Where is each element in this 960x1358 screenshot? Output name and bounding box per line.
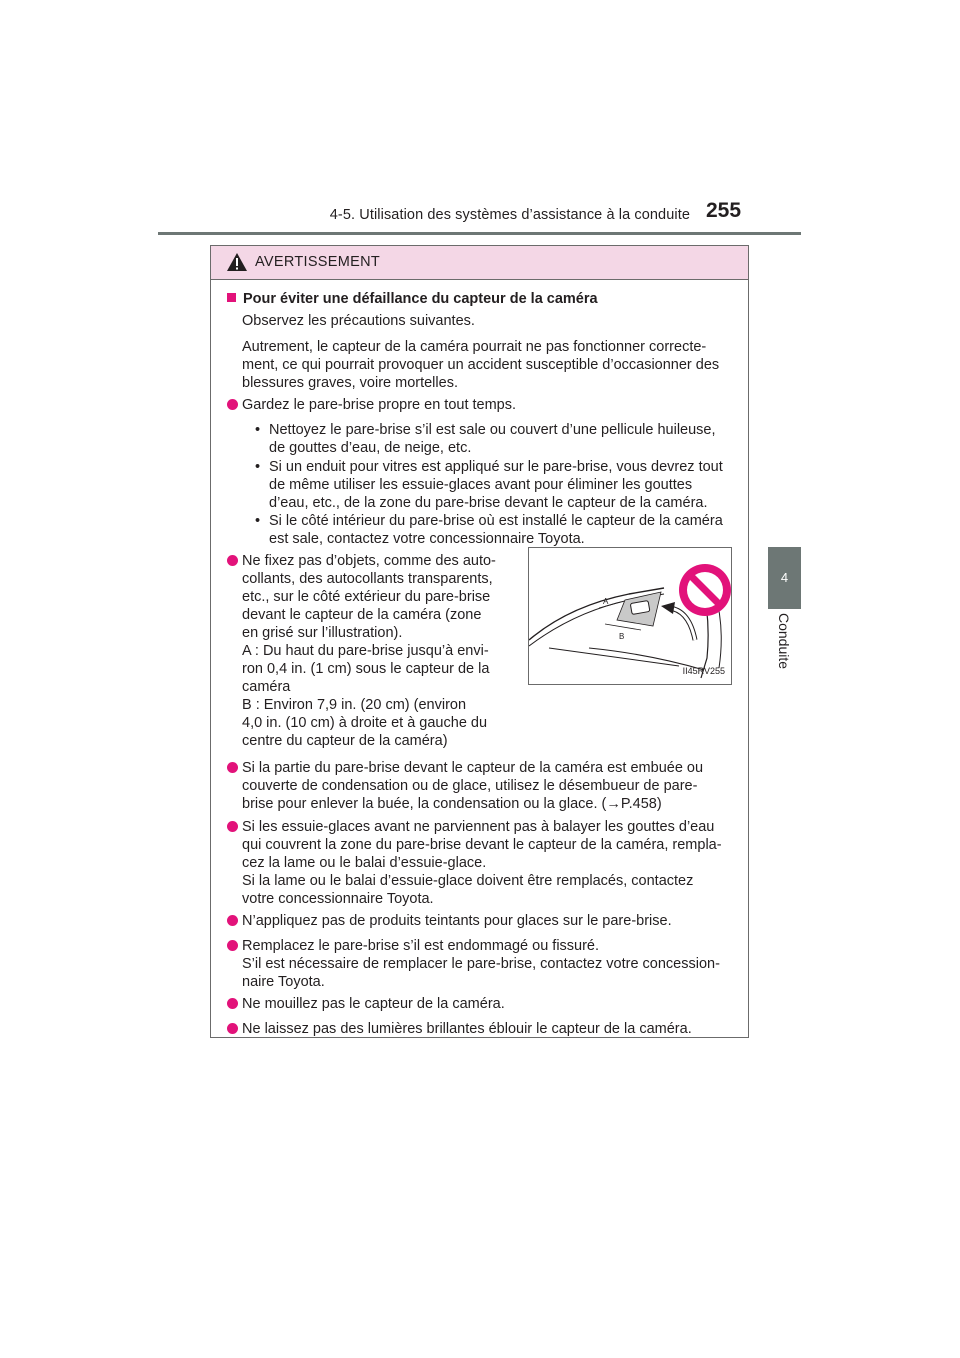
chapter-number: 4 [780,570,789,585]
sub-bullet-marker: • [255,513,261,529]
warning-header [211,246,748,280]
header-rule [158,232,801,235]
bullet-dot-icon [227,1023,238,1034]
text-line: Si le côté intérieur du pare-brise où est installé le capteur de la caméra [269,513,723,529]
warning-box [210,245,749,1038]
text-line: ron 0,4 in. (1 cm) sous le capteur de la [242,661,490,677]
figure-label-a: A [603,597,609,606]
text-line: B : Environ 7,9 in. (20 cm) (environ [242,697,467,713]
bullet-dot-icon [227,821,238,832]
square-bullet-icon [227,293,236,302]
consequence-text [242,338,742,392]
chapter-tab[interactable] [768,547,801,609]
text-line: Ne fixez pas d’objets, comme des auto- [242,553,496,569]
bullet-dot-icon [227,399,238,410]
sub-item [255,421,742,457]
text-line: naire Toyota. [242,974,325,990]
text-line: Si la partie du pare-brise devant le capteur de la caméra est embuée ou [242,760,704,776]
windshield-illustration [528,547,732,685]
intro-text: Observez les précautions suivantes. [242,313,475,329]
figure-code: II45RV255 [682,666,725,676]
list-item [227,912,742,930]
section-title: 4-5. Utilisation des systèmes d’assistance à la conduite [329,207,690,223]
text-line: couverte de condensation ou de glace, utilisez le désembueur de pare- [242,778,698,794]
text-line: Si les essuie-glaces avant ne parviennent pas à balayer les gouttes d’eau [242,819,715,835]
bullet-dot-icon [227,998,238,1009]
list-item [227,818,742,908]
text-line: Remplacez le pare-brise s’il est endommagé ou fissuré. [242,938,600,954]
text-line: Si la lame ou le balai d’essuie-glace doivent être remplacés, contactez [242,873,694,889]
text-line: collants, des autocollants transparents, [242,571,493,587]
list-item [227,937,742,991]
text-line: caméra [242,679,291,695]
list-item [227,552,512,750]
text-line: Si un enduit pour vitres est appliqué sur le pare-brise, vous devrez tout [269,459,723,475]
text-line: Nettoyez le pare-brise s’il est sale ou couvert d’une pellicule huileuse, [269,422,716,438]
text-line: A : Du haut du pare-brise jusqu’à envi- [242,643,489,659]
sub-bullet-marker: • [255,422,261,438]
section-heading-text: Pour éviter une défaillance du capteur de la caméra [243,291,598,307]
text-line: en grisé sur l’illustration). [242,625,403,641]
section-heading [227,290,598,308]
bullet-dot-icon [227,762,238,773]
text-line: votre concessionnaire Toyota. [242,891,434,907]
list-item-text: N’appliquez pas de produits teintants pour glaces sur le pare-brise. [242,913,672,929]
sub-item [255,458,742,512]
warning-triangle-icon [226,252,248,272]
list-item-text: Gardez le pare-brise propre en tout temps. [242,397,517,413]
warning-title: AVERTISSEMENT [255,254,381,270]
text-line: qui couvrent la zone du pare-brise devant le capteur de la caméra, rempla- [242,837,722,853]
text-line: centre du capteur de la caméra) [242,733,448,749]
bullet-dot-icon [227,555,238,566]
text-line: est sale, contactez votre concessionnaire Toyota. [269,531,585,547]
sub-bullet-marker: • [255,459,261,475]
figure-label-b: B [619,632,625,641]
text-line: etc., sur le côté extérieur du pare-brise [242,589,491,605]
text-line: brise pour enlever la buée, la condensation ou la glace. (→P.458) [242,796,662,812]
chapter-label: Conduite [776,613,792,670]
list-item-text: Ne laissez pas des lumières brillantes éblouir le capteur de la caméra. [242,1021,692,1037]
page-number: 255 [706,199,742,222]
text-line: cez la lame ou le balai d’essuie-glace. [242,855,487,871]
text-line: blessures graves, voire mortelles. [242,375,458,391]
text-line: ment, ce qui pourrait provoquer un accident susceptible d’occasionner des [242,357,720,373]
sub-item [255,512,742,548]
list-item-text: Ne mouillez pas le capteur de la caméra. [242,996,505,1012]
text-line: 4,0 in. (10 cm) à droite et à gauche du [242,715,488,731]
list-item [227,1020,742,1038]
text-line: Autrement, le capteur de la caméra pourrait ne pas fonctionner correcte- [242,339,707,355]
text-line: de gouttes d’eau, de neige, etc. [269,440,472,456]
list-item [227,759,742,813]
bullet-dot-icon [227,940,238,951]
bullet-dot-icon [227,915,238,926]
list-item [227,396,742,414]
text-line: S’il est nécessaire de remplacer le pare-brise, contactez votre concession- [242,956,720,972]
text-line: d’eau, etc., de la zone du pare-brise devant le capteur de la caméra. [269,495,708,511]
list-item [227,995,742,1013]
text-line: devant le capteur de la caméra (zone [242,607,482,623]
text-line: de même utiliser les essuie-glaces avant pour éliminer les gouttes [269,477,693,493]
